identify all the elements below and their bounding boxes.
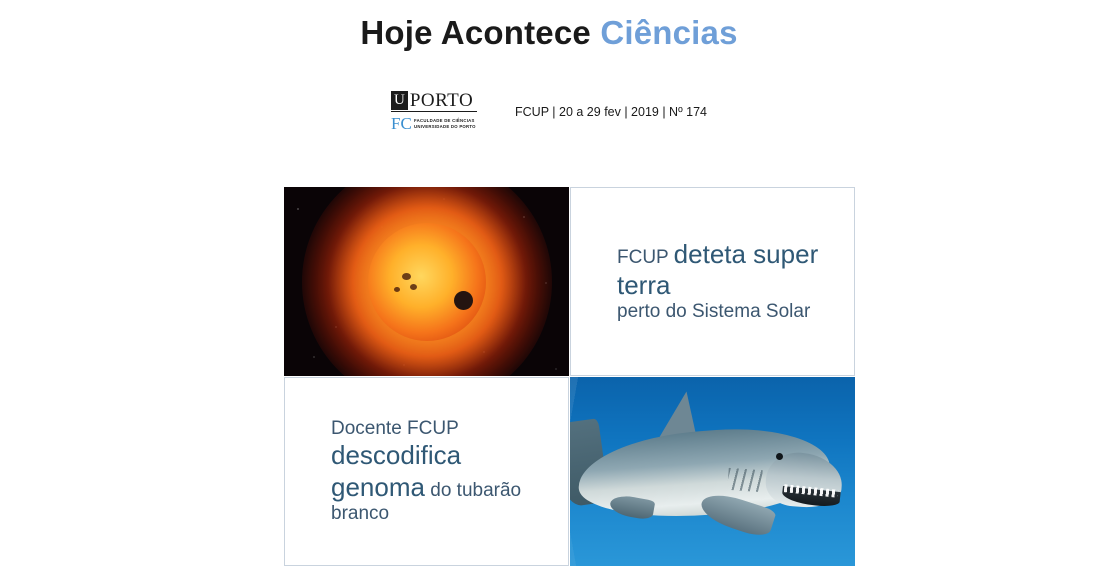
- genoma-tubarao-text: [285, 418, 568, 526]
- shark-eye: [776, 453, 783, 460]
- news-card-grid: [284, 187, 855, 565]
- logo-fc-text: FC: [391, 114, 412, 133]
- masthead: [0, 88, 1098, 136]
- page-title-accent: Ciências: [600, 14, 738, 51]
- page-title-main: Hoje Acontece: [360, 14, 601, 51]
- super-terra-line-2: deteta super terra: [617, 238, 819, 301]
- logo-top-row: [391, 88, 479, 110]
- genoma-tubarao-card[interactable]: [284, 377, 569, 566]
- sunspot-icon: [410, 284, 417, 290]
- logo-porto-text: PORTO: [409, 90, 474, 111]
- super-terra-line-1: FCUP: [617, 246, 674, 268]
- logo-faculty-block: [414, 118, 476, 130]
- genoma-line-3: do tubarão branco: [331, 479, 522, 524]
- logo-u-letter: U: [391, 91, 408, 110]
- sun-photo-card[interactable]: [284, 187, 569, 376]
- logo-divider: [391, 111, 477, 112]
- genoma-line-1: Docente FCUP: [331, 417, 459, 439]
- super-terra-line-3: perto do Sistema Solar: [617, 301, 811, 323]
- super-terra-card[interactable]: [570, 187, 855, 376]
- page-title: [0, 0, 1098, 52]
- shark-photo-card[interactable]: [570, 377, 855, 566]
- planet-icon: [454, 291, 473, 310]
- issue-info: FCUP | 20 a 29 fev | 2019 | Nº 174: [515, 105, 707, 119]
- super-terra-text: [571, 239, 854, 324]
- logo-faculty-line2: UNIVERSIDADE DO PORTO: [414, 123, 476, 129]
- sunspot-icon: [394, 287, 400, 292]
- sunspot-icon: [402, 273, 411, 280]
- shark-gills: [727, 468, 762, 492]
- logo-faculty-line1: FACULDADE DE CIÊNCIAS: [414, 117, 475, 123]
- genoma-line-2: descodifica genoma: [331, 440, 462, 502]
- sun-core: [368, 223, 486, 341]
- logo-bottom-row: [391, 115, 479, 132]
- uporto-logo: [391, 88, 479, 136]
